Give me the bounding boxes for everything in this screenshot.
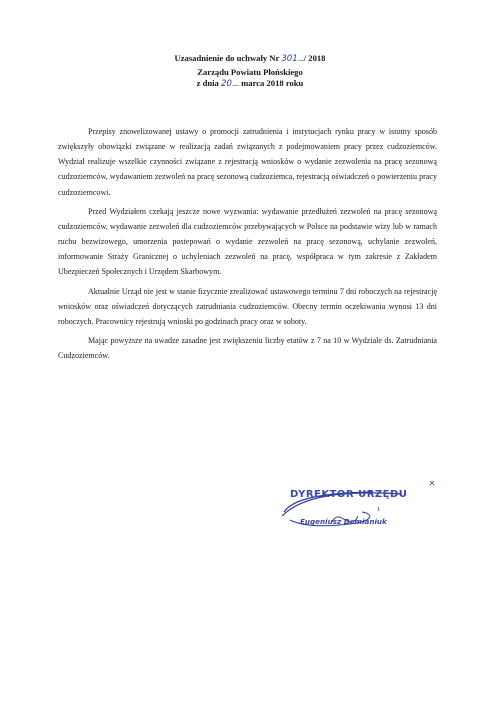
date-label: z dnia xyxy=(196,78,219,89)
resolution-number-label: Uzasadnienie do uchwały Nr xyxy=(174,53,280,63)
paragraph-4: Mając powyższe na uwadze zasadne jest zwiększeniu liczby etatów z 7 na 10 w Wydziale ds. Zatrudniania Cudzoziemców. xyxy=(58,336,437,361)
resolution-date-line xyxy=(0,78,500,92)
stamp-name: Eugeniusz Demianiuk xyxy=(300,517,387,526)
justification-body xyxy=(58,124,437,367)
paragraph-2: Przed Wydziałem czekają jeszcze nowe wyzwania: wydawanie przedłużeń zezwoleń na pracę sezonową cudzoziemców, wydawanie zezwoleń dla cudzoziemców przebywających w Polsce na podstawie wizy lub w ramach ruchu bezwizowego, umorzenia postepowań o wydanie zezwoleń na pracę sezonową, uchylanie zezwoleń, informowanie Straży Granicznej o uchyleniach zezwoleń na pracę, współpraca w tym zakresie z Zakładem Ubezpieczeń Społecznych i Urzędem Skarbowym. xyxy=(58,206,437,277)
date-dots: ....... xyxy=(231,82,239,89)
paragraph-1: Przepisy znowelizowanej ustawy o promocji zatrudnienia i instytucjach rynku pracy w istotny sposób zwiększyły obowiązki związane w realizacją zadań związanych z podejmowaniem pracy przez cudzoziemców. Wydział realizuje wszelkie czynności związane z rejestracją wniosków o wydanie zezwolenia na pracę sezonową cudzoziemców, wydawaniem zezwoleń na pracę sezonową cudzoziemca, rejestracją oświadczeń o powierzeniu pracy cudzoziemcowi. xyxy=(58,127,437,197)
issuing-board: Zarządu Powiatu Płońskiego xyxy=(197,66,303,77)
director-stamp xyxy=(262,476,442,556)
signature-scribble xyxy=(262,476,442,556)
paragraph-3: Aktualnie Urząd nie jest w stanie fizycznie zrealizować ustawowego terminu 7 dni roboczych na rejestrację wniosków oraz oświadczeń dotyczących zatrudniania cudzoziemców. Obecny termin oczekiwania wynosi 13 dni roboczych. Pracownicy rejestrują wnioski po godzinach pracy oraz w soboty. xyxy=(58,286,437,326)
document-header xyxy=(0,53,500,92)
resolution-year: / 2018 xyxy=(303,53,326,63)
resolution-number-line xyxy=(0,53,500,67)
date-month-year: marca 2018 roku xyxy=(241,78,304,89)
resolution-number-dots: ...... xyxy=(297,57,304,63)
handwritten-resolution-number: 301 xyxy=(281,54,298,64)
stamp-title: DYREKTOR URZĘDU xyxy=(290,489,408,500)
handwritten-day: 20 xyxy=(221,79,232,90)
